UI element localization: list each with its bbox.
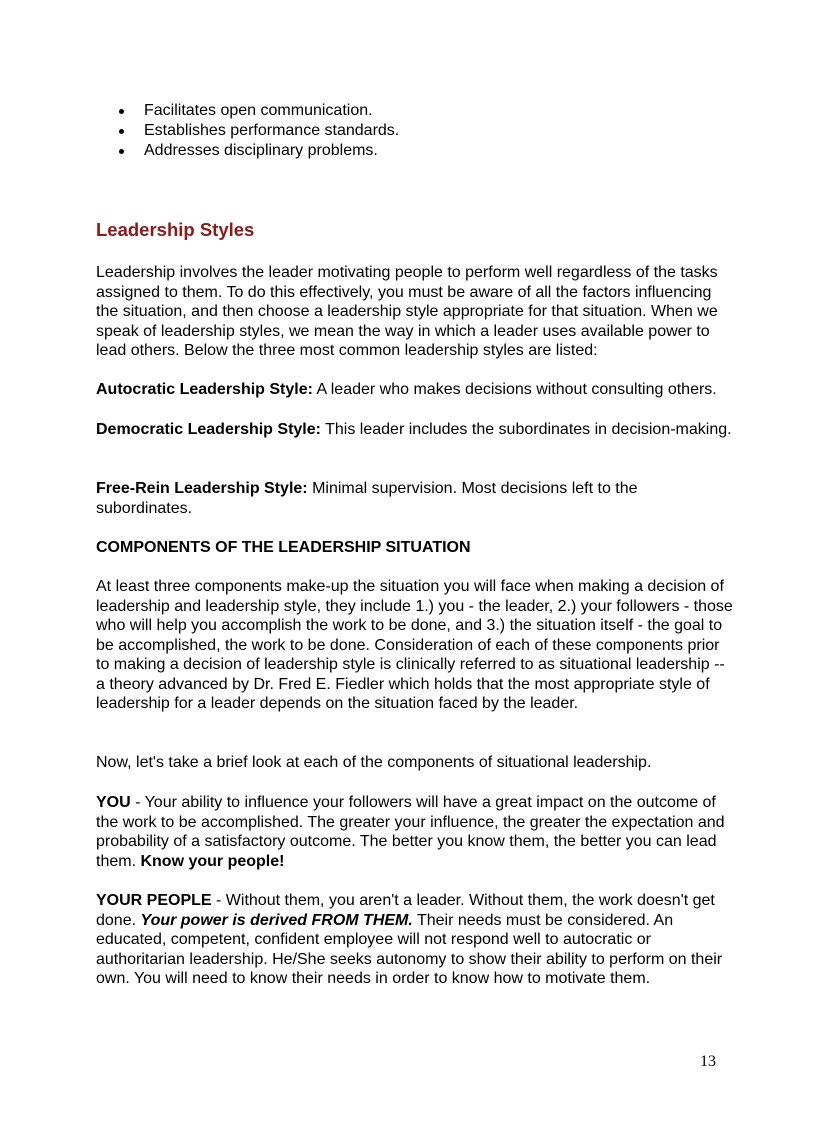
you-paragraph: YOU - Your ability to influence your followers will have a great impact on the outcome of the work to be accomplished. The greater your influence, the greater the expectation and probability of a satisfactory outcome. The better you know them, the better you can lead them. Know your people! xyxy=(96,794,725,870)
freerein-paragraph: Free-Rein Leadership Style: Minimal supervision. Most decisions left to the subordinates. xyxy=(96,480,638,517)
your-people-emphasis: Your power is derived FROM THEM. xyxy=(140,911,413,929)
list-item: Facilitates open communication. xyxy=(96,101,399,121)
bullet-icon xyxy=(119,129,124,134)
list-item: Establishes performance standards. xyxy=(96,121,399,141)
freerein-label: Free-Rein Leadership Style: xyxy=(96,480,308,497)
democratic-paragraph: Democratic Leadership Style: This leader includes the subordinates in decision-making. xyxy=(96,421,732,438)
responsibility-list xyxy=(96,101,399,161)
your-people-paragraph: YOUR PEOPLE - Without them, you aren't a leader. Without them, the work doesn't get done. Your power is derived FROM THEM. Their needs must be considered. An educated, competent, confident employee will not respond well to autocratic or authoritarian leadership. He/She seeks autonomy to show their ability to perform on their own. You will need to know their needs in order to know how to motivate them. xyxy=(96,892,723,987)
autocratic-paragraph: Autocratic Leadership Style: A leader who makes decisions without consulting others. xyxy=(96,381,717,398)
list-item: Addresses disciplinary problems. xyxy=(96,141,399,161)
components-heading: COMPONENTS OF THE LEADERSHIP SITUATION xyxy=(96,539,471,556)
page-number: 13 xyxy=(700,1053,716,1070)
bullet-icon xyxy=(119,109,124,114)
section-heading: Leadership Styles xyxy=(96,219,255,240)
components-paragraph: At least three components make-up the situation you will face when making a decision of leadership and leadership style, they include 1.) you - the leader, 2.) your followers - those who will help you accomplish the work to be done, and 3.) the situation itself - the goal to be accomplished, the work to be done. Consideration of each of these components prior to making a decision of leadership style is clinically referred to as situational leadership -- a theory advanced by Dr. Fred E. Fiedler which holds that the most appropriate style of leadership for a leader depends on the situation faced by the leader. xyxy=(96,578,733,712)
brief-look-paragraph: Now, let's take a brief look at each of the components of situational leadership. xyxy=(96,754,652,771)
you-label: YOU xyxy=(96,794,131,811)
your-people-label: YOUR PEOPLE xyxy=(96,892,212,909)
democratic-label: Democratic Leadership Style: xyxy=(96,421,321,438)
autocratic-label: Autocratic Leadership Style: xyxy=(96,381,313,398)
bullet-icon xyxy=(119,149,124,154)
intro-paragraph: Leadership involves the leader motivating people to perform well regardless of the tasks assigned to them. To do this effectively, you must be aware of all the factors influencing the situation, and then choose a leadership style appropriate for that situation. When we speak of leadership styles, we mean the way in which a leader uses available power to lead others. Below the three most common leadership styles are listed: xyxy=(96,264,718,359)
you-emphasis: Know your people! xyxy=(140,852,285,870)
